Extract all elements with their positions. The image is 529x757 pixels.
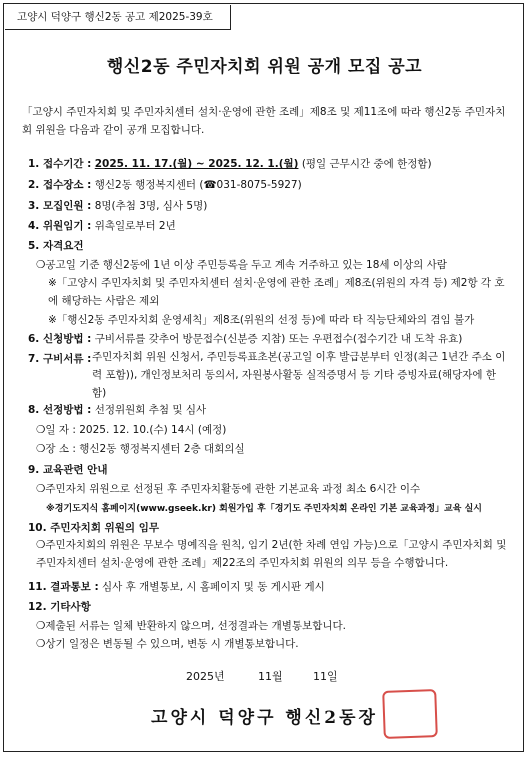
etc-schedule-note: ❍상기 일정은 변동될 수 있으며, 변동 시 개별통보합니다. [36,638,299,650]
intro-paragraph: 「고양시 주민자치회 및 주민자치센터 설치·운영에 관한 조례」제8조 및 제11조에 따라 행신2동 주민자치회 위원을 다음과 같이 공개 모집합니다. [22,106,506,136]
select-value: 선정위원회 추첨 및 심사 [94,404,207,416]
item-select [28,403,206,418]
item-place [28,178,302,193]
qualification-heading: 5. 자격요건 [28,240,84,252]
term-value: 위촉일로부터 2년 [94,220,176,232]
docs-value: 주민자치회 위원 신청서, 주민등록표초본(공고일 이후 발급분부터 인정(최근 1년간 주소 이력 포함)), 개인정보처리 동의서, 자원봉사활동 실적증명서 등 기타 증빙자료(해당자에 한함) [92,351,506,399]
education-online-note: ※경기도지식 홈페이지(www.gseek.kr) 회원가입 후「경기도 주민자치회 온라인 기본 교육과정」교육 실시 [46,504,482,514]
item-term [28,219,176,234]
date-year: 2025년 [186,670,225,683]
place-label: 2. 접수장소 : [28,179,92,191]
method-value: 구비서류를 갖추어 방문접수(신분증 지참) 또는 우편접수(접수기간 내 도착 유효) [94,333,463,345]
etc-return-note: ❍제출된 서류는 일체 반환하지 않으며, 선정결과는 개별통보합니다. [36,620,346,632]
term-label: 4. 위원임기 : [28,220,92,232]
item-count [28,199,207,214]
duty-heading: 10. 주민자치회 위원의 임무 [28,522,159,534]
qualification-exclusion-note: ※「고양시 주민자치회 및 주민자치센터 설치·운영에 관한 조례」제8조(위원의 자격 등) 제2항 각 호에 해당하는 사람은 제외 [48,277,505,307]
date-month: 11월 [258,670,283,683]
qualification-concurrent-note: ※「행신2동 주민자치회 운영세칙」제8조(위원의 선정 등)에 따라 타 직능단체와의 겸임 불가 [48,314,475,326]
select-venue: ❍장 소 : 행신2동 행정복지센터 2층 대회의실 [36,443,245,455]
place-value: 행신2동 행정복지센터 (☎031-8075-5927) [94,179,302,191]
notice-title: 행신2동 주민자치회 위원 공개 모집 공고 [106,57,423,77]
official-seal [382,689,438,739]
select-label: 8. 선정방법 : [28,404,92,416]
period-label: 1. 접수기간 : [28,158,92,170]
duty-description: ❍주민자치회의 위원은 무보수 명예직을 원칙, 임기 2년(한 차례 연임 가능)으로「고양시 주민자치회 및 주민자치센터 설치·운영에 관한 조례」제22조의 주민자치회 위원의 의무 등을 수행합니다. [36,539,507,569]
notify-value: 심사 후 개별통보, 시 홈페이지 및 동 게시판 게시 [102,581,325,593]
count-label: 3. 모집인원 : [28,200,92,212]
education-requirement: ❍주민자치 위원으로 선정된 후 주민자치활동에 관한 기본교육 과정 최소 6시간 이수 [36,483,421,495]
document-number: 고양시 덕양구 행신2동 공고 제2025-39호 [5,5,231,30]
count-value: 8명(추첨 3명, 심사 5명) [94,200,208,212]
education-heading: 9. 교육관련 안내 [28,464,108,476]
notify-label: 11. 결과통보 : [28,581,99,593]
issuer-name: 고양시 덕양구 행신2동장 [151,708,378,728]
docs-label: 7. 구비서류 : [28,353,92,365]
item-notify [28,580,325,595]
period-value: 2025. 11. 17.(월) ~ 2025. 12. 1.(월) [94,158,299,170]
item-period [28,157,432,172]
period-note: (평일 근무시간 중에 한정함) [301,158,432,170]
method-label: 6. 신청방법 : [28,333,92,345]
select-date: ❍일 자 : 2025. 12. 10.(수) 14시 (예정) [36,424,227,436]
etc-heading: 12. 기타사항 [28,601,91,613]
qualification-condition: ❍공고일 기준 행신2동에 1년 이상 주민등록을 두고 계속 거주하고 있는 18세 이상의 사람 [36,259,447,271]
item-method [28,332,462,347]
date-day: 11일 [313,670,338,683]
